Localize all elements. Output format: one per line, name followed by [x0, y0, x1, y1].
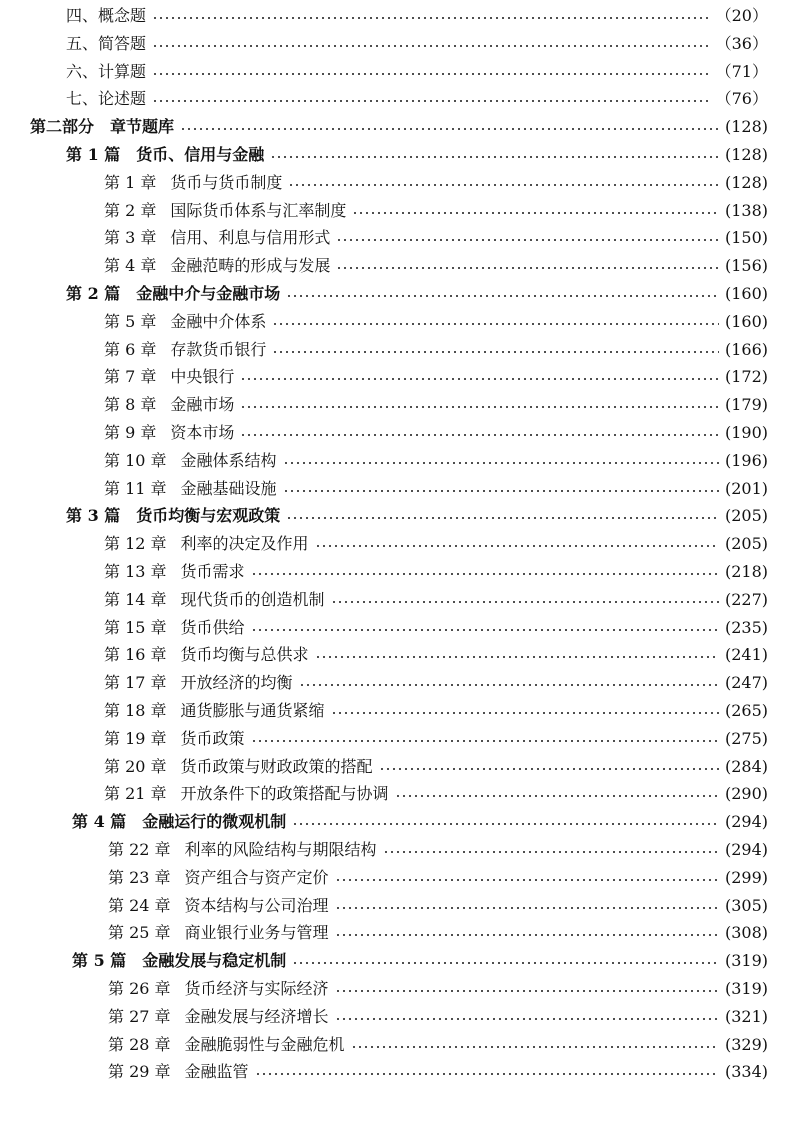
- entry-title: 金融市场: [170, 395, 235, 415]
- entry-title: 货币与货币制度: [170, 172, 283, 192]
- chapter-number: 第 25 章: [108, 923, 171, 943]
- chapter-number: 第 12 章: [104, 534, 167, 554]
- toc-entry-label: [108, 1060, 255, 1084]
- dot-leader: [255, 1073, 719, 1075]
- toc-entry[interactable]: [108, 977, 768, 1001]
- toc-entry[interactable]: [104, 588, 768, 612]
- entry-title: 第 1 篇 货币、信用与金融: [66, 145, 265, 164]
- toc-entry[interactable]: [104, 477, 768, 501]
- dot-leader: [152, 45, 710, 47]
- dot-leader: [272, 351, 719, 353]
- entry-title: 货币供给: [180, 617, 245, 637]
- toc-entry[interactable]: [66, 4, 768, 28]
- entry-title: 第二部分 章节题库: [30, 117, 175, 137]
- entry-title: 利率的决定及作用: [180, 534, 309, 554]
- toc-entry[interactable]: [66, 32, 768, 56]
- toc-entry[interactable]: [108, 838, 768, 862]
- toc-entry-label: [104, 755, 379, 779]
- entry-title: 金融体系结构: [180, 450, 277, 470]
- toc-entry-label: [66, 4, 152, 28]
- entry-title: 利率的风险结构与期限结构: [184, 840, 377, 859]
- toc-entry[interactable]: [104, 727, 768, 751]
- dot-leader: [240, 378, 719, 380]
- dot-leader: [283, 490, 719, 492]
- entry-title: 资本市场: [170, 423, 235, 442]
- dot-leader: [335, 990, 719, 992]
- page-number: (156): [724, 256, 768, 276]
- toc-entry-label: [108, 1005, 335, 1029]
- dot-leader: [288, 184, 719, 186]
- toc-entry[interactable]: [72, 949, 768, 973]
- toc-entry[interactable]: [104, 671, 768, 695]
- chapter-number: 第 20 章: [104, 756, 167, 776]
- toc-entry[interactable]: [66, 87, 768, 111]
- entry-title: 第 5 篇 金融发展与稳定机制: [72, 951, 287, 971]
- dot-leader: [152, 73, 710, 75]
- toc-entry-label: [108, 838, 383, 862]
- dot-leader: [352, 212, 719, 214]
- page-number: (290): [724, 784, 768, 804]
- dot-leader: [335, 1018, 719, 1020]
- chapter-number: 第 29 章: [108, 1062, 171, 1082]
- toc-entry[interactable]: [104, 643, 768, 667]
- dot-leader: [395, 795, 719, 797]
- toc-entry[interactable]: [108, 1033, 768, 1057]
- page-number: (241): [724, 645, 768, 665]
- toc-entry-label: [108, 977, 335, 1001]
- toc-entry-label: [66, 282, 286, 306]
- toc-entry-label: [30, 115, 180, 139]
- entry-title: 开放条件下的政策搭配与协调: [180, 784, 389, 804]
- chapter-number: 第 6 章: [104, 339, 157, 359]
- page-number: (128): [724, 117, 768, 137]
- page-number: (160): [724, 311, 768, 331]
- page-number: (227): [724, 589, 768, 609]
- toc-entry[interactable]: [104, 254, 768, 278]
- toc-entry[interactable]: [104, 421, 768, 445]
- page-number: (205): [724, 534, 768, 554]
- dot-leader: [379, 768, 719, 770]
- toc-entry[interactable]: [104, 310, 768, 334]
- toc-entry[interactable]: [104, 560, 768, 584]
- entry-title: 五、简答题: [66, 33, 147, 53]
- page-number: (218): [724, 562, 768, 581]
- toc-entry-label: [104, 727, 251, 751]
- entry-title: 现代货币的创造机制: [180, 589, 325, 609]
- dot-leader: [383, 851, 719, 853]
- chapter-number: 第 24 章: [108, 895, 171, 915]
- toc-entry-label: [72, 810, 292, 834]
- page-number: (150): [724, 228, 768, 248]
- toc-entry-label: [108, 921, 335, 945]
- page-number: (275): [724, 728, 768, 748]
- toc-entry[interactable]: [108, 921, 768, 945]
- toc-entry[interactable]: [104, 226, 768, 250]
- page-number: (205): [724, 506, 768, 526]
- toc-entry[interactable]: [108, 894, 768, 918]
- toc-entry-label: [66, 32, 152, 56]
- page-number: (329): [724, 1034, 768, 1054]
- entry-title: 第 2 篇 金融中介与金融市场: [66, 284, 281, 303]
- page-number: (265): [724, 701, 768, 720]
- toc-entry[interactable]: [104, 393, 768, 417]
- chapter-number: 第 26 章: [108, 979, 171, 998]
- chapter-number: 第 1 章: [104, 172, 157, 192]
- dot-leader: [335, 879, 719, 881]
- dot-leader: [315, 545, 719, 547]
- entry-title: 资本结构与公司治理: [184, 895, 329, 915]
- dot-leader: [335, 907, 719, 909]
- page-number: (321): [724, 1006, 768, 1026]
- entry-title: 货币均衡与总供求: [180, 645, 309, 665]
- toc-entry-label: [104, 365, 240, 389]
- chapter-number: 第 4 章: [104, 256, 157, 276]
- page-number: (128): [724, 172, 768, 192]
- chapter-number: 第 13 章: [104, 562, 167, 581]
- page-number: (235): [724, 617, 768, 637]
- toc-entry-label: [104, 449, 283, 473]
- page-number: （36）: [715, 33, 768, 53]
- toc-entry-label: [104, 171, 288, 195]
- page-number: （76）: [715, 89, 768, 109]
- page-number: (299): [724, 867, 768, 887]
- entry-title: 金融发展与经济增长: [184, 1006, 329, 1026]
- page-number: (138): [724, 200, 768, 220]
- page-number: (284): [724, 756, 768, 776]
- dot-leader: [152, 100, 710, 102]
- entry-title: 七、论述题: [66, 89, 147, 109]
- toc-entry-label: [72, 949, 292, 973]
- toc-entry[interactable]: [104, 338, 768, 362]
- dot-leader: [351, 1046, 719, 1048]
- entry-title: 金融基础设施: [180, 478, 277, 498]
- page-number: (179): [724, 395, 768, 415]
- toc-entry[interactable]: [108, 1005, 768, 1029]
- page-number: (196): [724, 450, 768, 470]
- chapter-number: 第 15 章: [104, 617, 167, 637]
- toc-entry[interactable]: [108, 1060, 768, 1084]
- entry-title: 资产组合与资产定价: [184, 867, 329, 887]
- dot-leader: [335, 934, 719, 936]
- page-number: (166): [724, 339, 768, 359]
- chapter-number: 第 3 章: [104, 228, 157, 248]
- chapter-number: 第 27 章: [108, 1006, 171, 1026]
- toc-entry-label: [104, 421, 240, 445]
- dot-leader: [180, 128, 719, 130]
- chapter-number: 第 22 章: [108, 840, 171, 859]
- chapter-number: 第 10 章: [104, 450, 167, 470]
- toc-entry-label: [108, 1033, 351, 1057]
- toc-entry-label: [104, 699, 331, 723]
- entry-title: 开放经济的均衡: [180, 673, 293, 693]
- toc-entry-label: [66, 60, 152, 84]
- chapter-number: 第 7 章: [104, 367, 157, 387]
- page-number: (294): [724, 840, 768, 859]
- dot-leader: [270, 156, 719, 158]
- entry-title: 六、计算题: [66, 61, 147, 81]
- entry-title: 通货膨胀与通货紧缩: [180, 701, 325, 720]
- entry-title: 信用、利息与信用形式: [170, 228, 331, 248]
- toc-entry[interactable]: [104, 532, 768, 556]
- dot-leader: [286, 517, 719, 519]
- toc-entry[interactable]: [66, 504, 768, 528]
- page-number: (308): [724, 923, 768, 943]
- toc-entry-label: [104, 532, 315, 556]
- page-number: (319): [724, 951, 768, 971]
- dot-leader: [315, 656, 719, 658]
- dot-leader: [336, 239, 719, 241]
- page-number: （71）: [715, 61, 768, 81]
- chapter-number: 第 28 章: [108, 1034, 171, 1054]
- chapter-number: 第 11 章: [104, 478, 167, 498]
- dot-leader: [251, 740, 719, 742]
- dot-leader: [283, 462, 719, 464]
- toc-entry-label: [104, 560, 251, 584]
- entry-title: 存款货币银行: [170, 339, 267, 359]
- page-number: (190): [724, 423, 768, 442]
- chapter-number: 第 19 章: [104, 728, 167, 748]
- toc-entry-label: [104, 643, 315, 667]
- dot-leader: [299, 684, 719, 686]
- toc-entry-label: [104, 616, 251, 640]
- entry-title: 金融脆弱性与金融危机: [184, 1034, 345, 1054]
- dot-leader: [286, 295, 719, 297]
- toc-entry-label: [104, 199, 352, 223]
- entry-title: 商业银行业务与管理: [184, 923, 329, 943]
- dot-leader: [240, 406, 719, 408]
- page-number: (160): [724, 284, 768, 303]
- toc-entry-label: [104, 310, 272, 334]
- chapter-number: 第 2 章: [104, 200, 157, 220]
- chapter-number: 第 18 章: [104, 701, 167, 720]
- entry-title: 货币经济与实际经济: [184, 979, 329, 998]
- toc-entry-label: [104, 588, 331, 612]
- entry-title: 中央银行: [170, 367, 235, 387]
- toc-entry-label: [104, 254, 336, 278]
- page-number: (201): [724, 478, 768, 498]
- toc-entry[interactable]: [30, 115, 768, 139]
- toc-entry-label: [104, 477, 283, 501]
- dot-leader: [152, 17, 710, 19]
- toc-entry-label: [108, 894, 335, 918]
- entry-title: 金融中介体系: [170, 311, 267, 331]
- toc-entry-label: [104, 671, 299, 695]
- toc-entry-label: [104, 226, 336, 250]
- page-number: (334): [724, 1062, 768, 1082]
- toc-entry-label: [66, 504, 286, 528]
- page-number: (305): [724, 895, 768, 915]
- toc-entry-label: [104, 338, 272, 362]
- toc-entry[interactable]: [104, 616, 768, 640]
- page-number: （20）: [715, 6, 768, 25]
- entry-title: 国际货币体系与汇率制度: [170, 200, 347, 220]
- page-number: (172): [724, 367, 768, 387]
- toc-entry[interactable]: [66, 60, 768, 84]
- toc-entry[interactable]: [108, 866, 768, 890]
- toc-entry[interactable]: [104, 782, 768, 806]
- chapter-number: 第 9 章: [104, 423, 157, 442]
- toc-entry[interactable]: [104, 449, 768, 473]
- toc-entry-label: [66, 87, 152, 111]
- toc-entry-label: [66, 143, 270, 167]
- page-number: (247): [724, 673, 768, 693]
- chapter-number: 第 21 章: [104, 784, 167, 804]
- entry-title: 货币需求: [180, 562, 245, 581]
- chapter-number: 第 5 章: [104, 311, 157, 331]
- page-number: (128): [724, 145, 768, 164]
- toc-entry-label: [108, 866, 335, 890]
- toc-entry[interactable]: [104, 199, 768, 223]
- page-number: (319): [724, 979, 768, 998]
- toc-entry[interactable]: [104, 699, 768, 723]
- entry-title: 货币政策: [180, 728, 245, 748]
- dot-leader: [336, 267, 719, 269]
- entry-title: 金融监管: [184, 1062, 249, 1082]
- dot-leader: [240, 434, 719, 436]
- dot-leader: [251, 573, 719, 575]
- page-number: (294): [724, 812, 768, 832]
- chapter-number: 第 23 章: [108, 867, 171, 887]
- entry-title: 第 3 篇 货币均衡与宏观政策: [66, 506, 281, 526]
- chapter-number: 第 16 章: [104, 645, 167, 665]
- toc-entry[interactable]: [104, 171, 768, 195]
- toc-entry-label: [104, 393, 240, 417]
- dot-leader: [331, 712, 719, 714]
- toc-entry[interactable]: [66, 143, 768, 167]
- dot-leader: [292, 823, 719, 825]
- dot-leader: [331, 601, 719, 603]
- entry-title: 第 4 篇 金融运行的微观机制: [72, 812, 287, 832]
- toc-entry[interactable]: [72, 810, 768, 834]
- toc-entry[interactable]: [104, 365, 768, 389]
- toc-entry[interactable]: [66, 282, 768, 306]
- toc-entry[interactable]: [104, 755, 768, 779]
- chapter-number: 第 14 章: [104, 589, 167, 609]
- dot-leader: [272, 323, 719, 325]
- entry-title: 四、概念题: [66, 6, 147, 25]
- entry-title: 货币政策与财政政策的搭配: [180, 756, 373, 776]
- toc-entry-label: [104, 782, 395, 806]
- dot-leader: [251, 629, 719, 631]
- chapter-number: 第 8 章: [104, 395, 157, 415]
- entry-title: 金融范畴的形成与发展: [170, 256, 331, 276]
- chapter-number: 第 17 章: [104, 673, 167, 693]
- dot-leader: [292, 962, 719, 964]
